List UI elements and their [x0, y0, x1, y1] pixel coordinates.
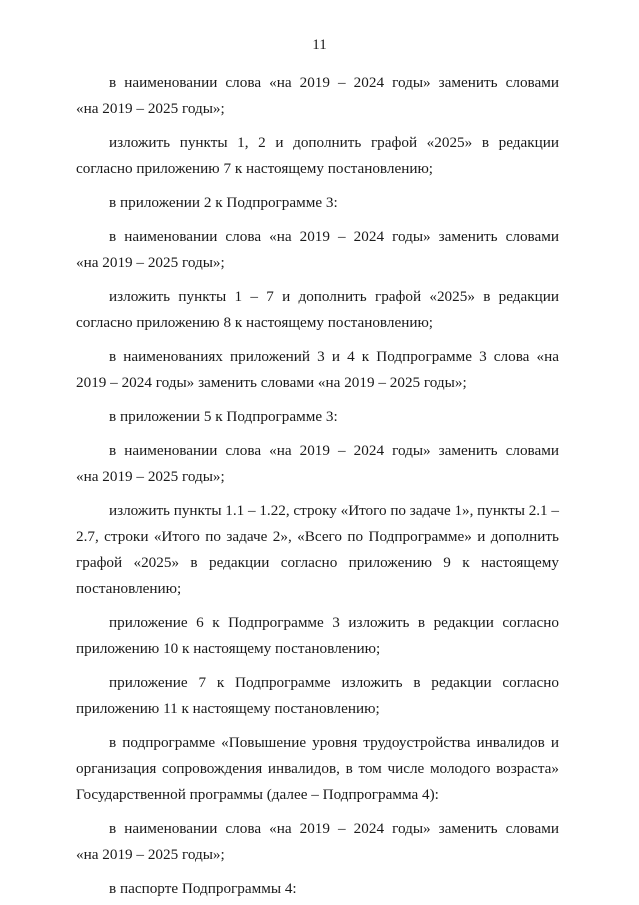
paragraph-line: изложить пункты 1, 2 и дополнить графой «2025» в редакции	[109, 134, 559, 151]
paragraph	[76, 670, 559, 722]
paragraph-line: «на 2019 – 2025 годы»;	[76, 468, 225, 485]
paragraph-line: согласно приложению 8 к настоящему постановлению;	[76, 314, 434, 331]
paragraph	[76, 190, 559, 216]
paragraph-line: приложение 7 к Подпрограмме изложить в редакции согласно	[109, 674, 559, 691]
paragraph-line: в наименовании слова «на 2019 – 2024 годы» заменить словами	[109, 442, 559, 459]
paragraph-line: постановлению;	[76, 580, 182, 597]
paragraph	[76, 438, 559, 490]
paragraph	[76, 224, 559, 276]
paragraph	[76, 344, 559, 396]
paragraph-line: «на 2019 – 2025 годы»;	[76, 100, 225, 117]
paragraph-line: в приложении 5 к Подпрограмме 3:	[109, 408, 338, 425]
paragraph	[76, 70, 559, 122]
paragraph	[76, 130, 559, 182]
paragraph-line: приложению 10 к настоящему постановлению;	[76, 640, 381, 657]
paragraph	[76, 876, 559, 902]
paragraph	[76, 498, 559, 602]
paragraph	[76, 284, 559, 336]
paragraph-line: организация сопровождения инвалидов, в том числе молодого возраста»	[76, 760, 559, 777]
paragraph-line: изложить пункты 1 – 7 и дополнить графой «2025» в редакции	[109, 288, 559, 305]
page-number: 11	[312, 37, 327, 53]
paragraph-line: в наименовании слова «на 2019 – 2024 годы» заменить словами	[109, 820, 559, 837]
paragraph	[76, 404, 559, 430]
paragraph	[76, 816, 559, 868]
paragraph-line: в наименовании слова «на 2019 – 2024 годы» заменить словами	[109, 74, 559, 91]
paragraph-line: «на 2019 – 2025 годы»;	[76, 254, 225, 271]
paragraph-line: в приложении 2 к Подпрограмме 3:	[109, 194, 338, 211]
paragraph-line: Государственной программы (далее – Подпрограмма 4):	[76, 786, 439, 803]
paragraph-line: приложение 6 к Подпрограмме 3 изложить в редакции согласно	[109, 614, 559, 631]
paragraph-line: 2.7, строки «Итого по задаче 2», «Всего по Подпрограмме» и дополнить	[76, 528, 559, 545]
paragraph-line: приложению 11 к настоящему постановлению;	[76, 700, 380, 717]
paragraph-line: в паспорте Подпрограммы 4:	[109, 880, 297, 897]
document-body	[76, 70, 559, 902]
paragraph-line: в подпрограмме «Повышение уровня трудоустройства инвалидов и	[109, 734, 559, 751]
paragraph-line: согласно приложению 7 к настоящему постановлению;	[76, 160, 434, 177]
paragraph	[76, 730, 559, 808]
paragraph-line: «на 2019 – 2025 годы»;	[76, 846, 225, 863]
paragraph	[76, 610, 559, 662]
paragraph-line: 2019 – 2024 годы» заменить словами «на 2019 – 2025 годы»;	[76, 374, 467, 391]
paragraph-line: графой «2025» в редакции согласно приложению 9 к настоящему	[76, 554, 559, 571]
paragraph-line: в наименовании слова «на 2019 – 2024 годы» заменить словами	[109, 228, 559, 245]
paragraph-line: изложить пункты 1.1 – 1.22, строку «Итого по задаче 1», пункты 2.1 –	[109, 502, 559, 519]
paragraph-line: в наименованиях приложений 3 и 4 к Подпрограмме 3 слова «на	[109, 348, 559, 365]
